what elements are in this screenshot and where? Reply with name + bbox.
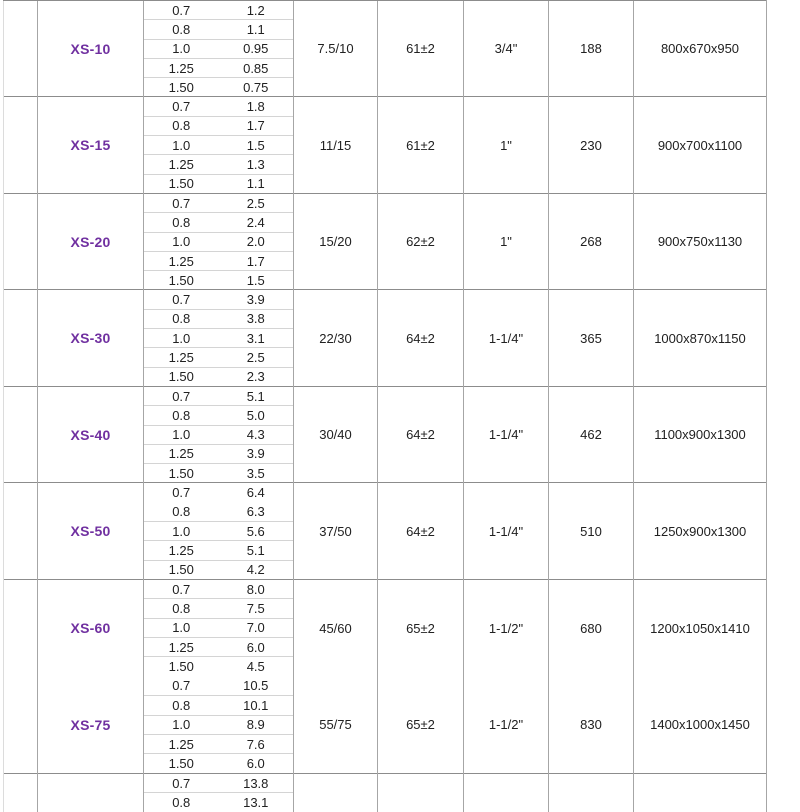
noise-cell	[378, 1, 464, 97]
capacity-cell: 6.3	[219, 502, 294, 521]
capacity-cell: 0.75	[219, 78, 294, 97]
power-cell	[294, 773, 378, 812]
spacer-cell	[4, 193, 38, 289]
noise-cell-value: 64±2	[378, 524, 463, 539]
capacity-cell: 7.0	[219, 618, 294, 637]
capacity-cell: 2.5	[219, 193, 294, 212]
noise-cell	[378, 579, 464, 773]
pressure-cell: 1.0	[144, 329, 219, 348]
noise-cell	[378, 483, 464, 579]
pressure-cell: 1.0	[144, 715, 219, 734]
table-row	[4, 193, 767, 212]
power-cell	[294, 579, 378, 773]
noise-cell	[378, 773, 464, 812]
capacity-cell: 3.9	[219, 444, 294, 463]
pipe-size-cell	[464, 483, 549, 579]
spacer-cell	[4, 97, 38, 193]
capacity-cell: 0.95	[219, 39, 294, 58]
dimensions-cell	[634, 193, 767, 289]
pipe-size-cell-value: 1"	[464, 234, 548, 249]
model-cell-value: XS-20	[38, 234, 143, 250]
weight-cell	[549, 483, 634, 579]
table-row	[4, 97, 767, 116]
pressure-cell: 0.7	[144, 773, 219, 792]
pressure-cell: 1.25	[144, 541, 219, 560]
capacity-cell: 10.5	[219, 676, 294, 695]
pressure-cell: 0.7	[144, 290, 219, 309]
noise-cell	[378, 97, 464, 193]
model-cell	[38, 290, 144, 386]
capacity-cell: 6.0	[219, 754, 294, 773]
pipe-size-cell-value: 1-1/2"	[464, 676, 548, 773]
capacity-cell: 1.8	[219, 97, 294, 116]
power-cell	[294, 386, 378, 482]
pressure-cell: 0.7	[144, 97, 219, 116]
dimensions-cell-value: 1250x900x1300	[634, 524, 766, 539]
pressure-cell: 1.25	[144, 348, 219, 367]
model-cell	[38, 483, 144, 579]
weight-cell	[549, 386, 634, 482]
capacity-cell: 1.1	[219, 174, 294, 193]
table-row	[4, 483, 767, 502]
dimensions-cell-value: 1100x900x1300	[634, 427, 766, 442]
capacity-cell: 4.5	[219, 657, 294, 676]
model-cell	[38, 386, 144, 482]
pressure-cell: 1.25	[144, 58, 219, 77]
weight-cell-value: 462	[549, 427, 633, 442]
pressure-cell: 1.50	[144, 657, 219, 676]
pressure-cell: 0.7	[144, 676, 219, 695]
model-cell	[38, 1, 144, 97]
dimensions-cell	[634, 773, 767, 812]
pressure-cell: 0.8	[144, 116, 219, 135]
model-cell	[38, 579, 144, 773]
noise-cell	[378, 193, 464, 289]
table-row	[4, 773, 767, 792]
capacity-cell: 13.1	[219, 793, 294, 812]
pressure-cell: 1.50	[144, 464, 219, 483]
pressure-cell: 0.7	[144, 193, 219, 212]
pressure-cell: 1.25	[144, 444, 219, 463]
capacity-cell: 1.1	[219, 20, 294, 39]
pipe-size-cell	[464, 290, 549, 386]
weight-cell-value: 268	[549, 234, 633, 249]
table-row	[4, 1, 767, 20]
model-cell	[38, 97, 144, 193]
pressure-cell: 1.50	[144, 78, 219, 97]
capacity-cell: 8.9	[219, 715, 294, 734]
dimensions-cell-value: 1400x1000x1450	[634, 676, 766, 773]
model-cell	[38, 773, 144, 812]
spacer-cell	[4, 1, 38, 97]
capacity-cell: 1.5	[219, 136, 294, 155]
dimensions-cell-value: 900x700x1100	[634, 138, 766, 153]
pressure-cell: 0.7	[144, 1, 219, 20]
weight-cell-value: 830	[549, 676, 633, 773]
dimensions-cell	[634, 386, 767, 482]
pipe-size-cell-value: 1-1/4"	[464, 524, 548, 539]
capacity-cell: 13.8	[219, 773, 294, 792]
capacity-cell: 4.3	[219, 425, 294, 444]
noise-cell	[378, 386, 464, 482]
spacer-cell	[4, 386, 38, 482]
power-cell-value: 55/75	[294, 676, 377, 773]
dimensions-cell	[634, 1, 767, 97]
power-cell-value: 22/30	[294, 331, 377, 346]
capacity-cell: 1.7	[219, 116, 294, 135]
model-cell-value: XS-60	[38, 580, 143, 677]
capacity-cell: 2.0	[219, 232, 294, 251]
dimensions-cell-value: 900x750x1130	[634, 234, 766, 249]
spacer-cell	[4, 290, 38, 386]
capacity-cell: 7.5	[219, 599, 294, 618]
pressure-cell: 0.7	[144, 483, 219, 502]
noise-cell	[378, 290, 464, 386]
power-cell-value: 45/60	[294, 580, 377, 677]
pressure-cell: 1.0	[144, 136, 219, 155]
capacity-cell: 1.2	[219, 1, 294, 20]
capacity-cell: 1.3	[219, 155, 294, 174]
capacity-cell: 3.9	[219, 290, 294, 309]
noise-cell-value: 61±2	[378, 138, 463, 153]
weight-cell-value: 365	[549, 331, 633, 346]
table-row	[4, 386, 767, 405]
capacity-cell: 7.6	[219, 735, 294, 754]
capacity-cell: 2.3	[219, 367, 294, 386]
noise-cell-value: 65±2	[378, 676, 463, 773]
pressure-cell: 1.25	[144, 155, 219, 174]
capacity-cell: 0.85	[219, 58, 294, 77]
spec-table-wrapper	[3, 0, 767, 812]
pipe-size-cell	[464, 579, 549, 773]
pressure-cell: 0.8	[144, 20, 219, 39]
weight-cell-value: 680	[549, 580, 633, 677]
noise-cell-value: 61±2	[378, 41, 463, 56]
dimensions-cell	[634, 97, 767, 193]
pressure-cell: 1.50	[144, 560, 219, 579]
weight-cell	[549, 579, 634, 773]
spacer-cell	[4, 483, 38, 579]
pipe-size-cell-value: 1-1/4"	[464, 427, 548, 442]
capacity-cell: 3.1	[219, 329, 294, 348]
spec-table-body	[4, 1, 767, 812]
pipe-size-cell	[464, 193, 549, 289]
power-cell	[294, 1, 378, 97]
power-cell	[294, 97, 378, 193]
pressure-cell: 0.7	[144, 579, 219, 598]
model-cell-value: XS-10	[38, 41, 143, 57]
pressure-cell: 0.8	[144, 309, 219, 328]
model-cell-value: XS-15	[38, 137, 143, 153]
model-cell-value: XS-50	[38, 523, 143, 539]
dimensions-cell-value: 1000x870x1150	[634, 331, 766, 346]
power-cell-value: 37/50	[294, 524, 377, 539]
weight-cell-value: 510	[549, 524, 633, 539]
capacity-cell: 3.8	[219, 309, 294, 328]
pressure-cell: 1.50	[144, 174, 219, 193]
pressure-cell: 0.8	[144, 502, 219, 521]
weight-cell	[549, 97, 634, 193]
pipe-size-cell	[464, 97, 549, 193]
pipe-size-cell-value: 1"	[464, 138, 548, 153]
pressure-cell: 1.25	[144, 251, 219, 270]
spec-table	[3, 0, 767, 812]
pressure-cell: 0.8	[144, 213, 219, 232]
pressure-cell: 1.0	[144, 232, 219, 251]
capacity-cell: 5.1	[219, 541, 294, 560]
weight-cell-value: 188	[549, 41, 633, 56]
pressure-cell: 0.8	[144, 406, 219, 425]
spacer-cell	[4, 773, 38, 812]
noise-cell-value: 64±2	[378, 331, 463, 346]
pipe-size-cell-value: 3/4"	[464, 41, 548, 56]
pressure-cell: 0.8	[144, 696, 219, 715]
pressure-cell: 0.7	[144, 386, 219, 405]
power-cell-value: 30/40	[294, 427, 377, 442]
capacity-cell: 1.7	[219, 251, 294, 270]
pipe-size-cell	[464, 386, 549, 482]
pressure-cell: 0.8	[144, 599, 219, 618]
pipe-size-cell-value: 1-1/4"	[464, 331, 548, 346]
pipe-size-cell	[464, 1, 549, 97]
capacity-cell: 6.4	[219, 483, 294, 502]
power-cell	[294, 193, 378, 289]
capacity-cell: 3.5	[219, 464, 294, 483]
pressure-cell: 1.0	[144, 618, 219, 637]
pressure-cell: 1.0	[144, 522, 219, 541]
noise-cell-value: 62±2	[378, 234, 463, 249]
power-cell-value: 11/15	[294, 138, 377, 153]
dimensions-cell	[634, 483, 767, 579]
pressure-cell: 1.50	[144, 754, 219, 773]
pressure-cell: 1.25	[144, 638, 219, 657]
capacity-cell: 2.4	[219, 213, 294, 232]
dimensions-cell	[634, 579, 767, 773]
power-cell	[294, 290, 378, 386]
capacity-cell: 5.0	[219, 406, 294, 425]
noise-cell-value: 65±2	[378, 580, 463, 677]
weight-cell	[549, 290, 634, 386]
capacity-cell: 4.2	[219, 560, 294, 579]
power-cell-value: 15/20	[294, 234, 377, 249]
capacity-cell: 1.5	[219, 271, 294, 290]
pipe-size-cell-value: 1-1/2"	[464, 580, 548, 677]
table-row	[4, 290, 767, 309]
pipe-size-cell	[464, 773, 549, 812]
dimensions-cell	[634, 290, 767, 386]
pressure-cell: 0.8	[144, 793, 219, 812]
pressure-cell: 1.50	[144, 271, 219, 290]
pressure-cell: 1.50	[144, 367, 219, 386]
capacity-cell: 5.1	[219, 386, 294, 405]
capacity-cell: 8.0	[219, 579, 294, 598]
power-cell-value: 7.5/10	[294, 41, 377, 56]
weight-cell	[549, 193, 634, 289]
noise-cell-value: 64±2	[378, 427, 463, 442]
weight-cell-value: 230	[549, 138, 633, 153]
capacity-cell: 5.6	[219, 522, 294, 541]
dimensions-cell-value: 800x670x950	[634, 41, 766, 56]
pressure-cell: 1.25	[144, 735, 219, 754]
model-cell-value: XS-75	[38, 676, 143, 773]
table-row	[4, 579, 767, 598]
weight-cell	[549, 773, 634, 812]
pressure-cell: 1.0	[144, 39, 219, 58]
power-cell	[294, 483, 378, 579]
model-cell-value: XS-40	[38, 427, 143, 443]
model-cell-value: XS-30	[38, 330, 143, 346]
pressure-cell: 1.0	[144, 425, 219, 444]
capacity-cell: 6.0	[219, 638, 294, 657]
model-cell	[38, 193, 144, 289]
weight-cell	[549, 1, 634, 97]
capacity-cell: 2.5	[219, 348, 294, 367]
capacity-cell: 10.1	[219, 696, 294, 715]
spacer-cell	[4, 579, 38, 773]
dimensions-cell-value: 1200x1050x1410	[634, 580, 766, 677]
